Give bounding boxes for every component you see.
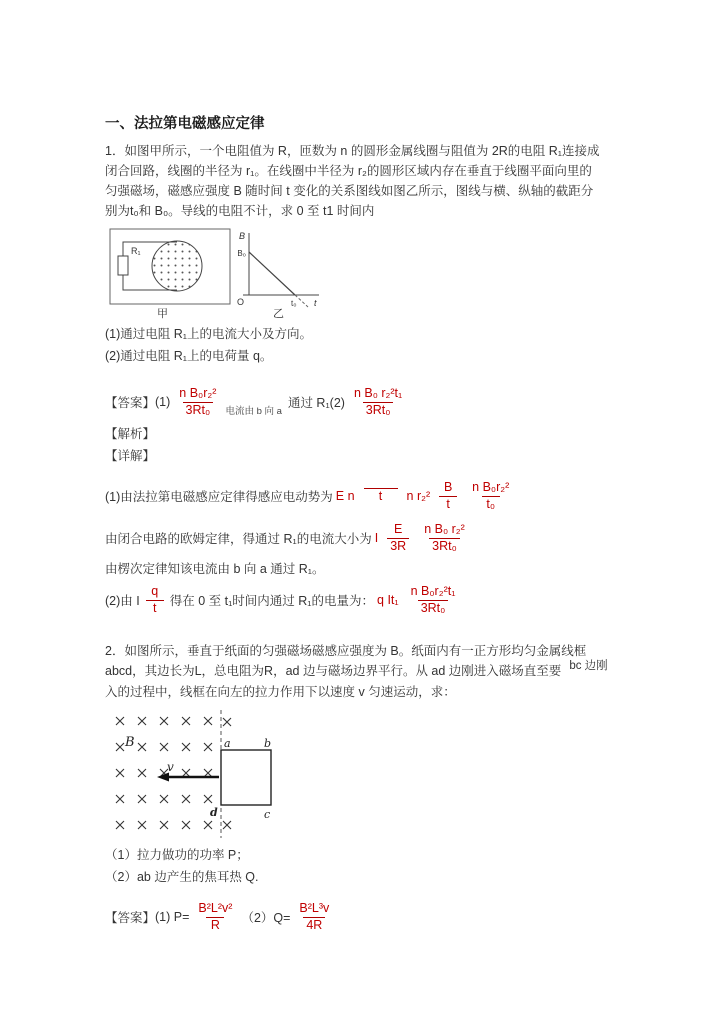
fraction-numerator: B²L²v² [198, 900, 233, 915]
solution-line4-prefix: (2)由 I [105, 594, 140, 608]
coil-field-region [152, 241, 202, 291]
fraction [387, 522, 409, 554]
fraction-numerator: B²L³v [299, 900, 330, 915]
corner-label-c: c [264, 808, 271, 821]
circuit-diagram [110, 229, 230, 319]
solution-line-4 [105, 579, 640, 621]
problem2-line-2 [105, 661, 640, 682]
fraction [195, 901, 235, 933]
corner-label-d: d [210, 806, 218, 819]
fraction-numerator: E [394, 521, 403, 536]
problem2-line-1: 2．如图所示，垂直于纸面的匀强磁场磁感应强度为 B。纸面内有一正方形均匀金属线框 [105, 644, 587, 658]
fraction-denominator: 3Rt₀ [418, 600, 449, 617]
fraction [439, 480, 457, 512]
answer-marker: 【答案】 [105, 911, 156, 925]
problem1-line-4: 别为t₀和 B₀。导线的电阻不计，求 0 至 t1 时间内 [105, 204, 375, 218]
fraction-numerator: q [151, 583, 159, 598]
wire-loop-square [221, 750, 271, 805]
jiexi-marker: 【解析】 [105, 427, 156, 441]
current-symbol: I [374, 531, 379, 545]
graph-axes [243, 233, 319, 295]
fraction-denominator: 4R [303, 917, 325, 934]
fraction-denominator: 3Rt₀ [429, 538, 460, 555]
fraction [296, 901, 332, 933]
axis-label-t0: t₀ [291, 299, 297, 308]
problem2-line-3: 入的过程中，线框在向左的拉力作用下以速度 v 匀速运动，求： [105, 685, 456, 699]
caption-yi: 乙 [273, 308, 284, 319]
emf-symbol: E n [335, 489, 355, 503]
answer2-part2: （2）Q= [241, 911, 291, 925]
answer1-direction-note: 电流由 b 向 a [225, 406, 282, 417]
fraction [176, 386, 219, 418]
axis-label-b0: B₀ [237, 249, 246, 258]
fraction-denominator: 3R [387, 538, 409, 555]
solution-line1-prefix: (1)由法拉第电磁感应定律得感应电动势为 [105, 490, 333, 504]
problem1-line-3: 匀强磁场，磁感应强度 B 随时间 t 变化的关系图线如图乙所示，图线与横、纵轴的截距分 [105, 184, 594, 198]
coil-area-term: n r₂² [406, 489, 431, 503]
axis-label-t: t [314, 298, 317, 308]
corner-label-a: a [224, 737, 231, 750]
fraction-denominator: t₀ [482, 496, 500, 513]
document-content [105, 112, 640, 938]
graph-line-dashed [295, 295, 308, 307]
fraction [351, 386, 405, 418]
resistor-symbol [118, 256, 128, 275]
fraction-denominator: 3Rt₀ [183, 402, 214, 419]
resistor-label: R₁ [131, 246, 141, 256]
problem1-question-2: (2)通过电阻 R₁上的电荷量 q。 [105, 349, 273, 363]
problem1-line-2: 闭合回路，线圈的半径为 r₁。在线圈中半径为 r₂的圆形区域内存在垂直于线圈平面向里的 [105, 164, 592, 178]
answer-marker: 【答案】 [105, 396, 156, 410]
fraction [469, 480, 512, 512]
fraction [408, 584, 459, 616]
problem2-line2-text: abcd，其边长为L，总电阻为R，ad 边与磁场边界平行。从 ad 边刚进入磁场直至要 [105, 664, 562, 678]
fraction [364, 488, 398, 505]
velocity-label: v [167, 760, 174, 774]
fraction-denominator: 3Rt₀ [363, 402, 394, 419]
answer1-line [105, 381, 640, 423]
answer2-line [105, 896, 640, 938]
field-cross-bottom-right [223, 821, 231, 829]
fraction-numerator: n B₀ r₂² [424, 521, 465, 536]
problem2-question-1: （1）拉力做功的功率 P； [105, 848, 249, 862]
field-cross-top-right [223, 718, 231, 726]
xiangjie-marker: 【详解】 [105, 449, 156, 463]
charge-expression: q It₁ [377, 593, 399, 607]
axis-label-b: B [238, 231, 245, 241]
answer2-part1: (1) P= [155, 910, 190, 924]
figure-problem2 [109, 708, 294, 840]
problem1-statement [105, 141, 640, 221]
origin-label: O [236, 297, 244, 307]
problem2-line2-raised: bc 边刚 [569, 660, 608, 672]
solution-line-1 [105, 475, 640, 517]
problem2-question-2: （2）ab 边产生的焦耳热 Q. [105, 870, 259, 884]
fraction-numerator: B [443, 479, 453, 494]
fraction-denominator: t [439, 496, 457, 513]
figure-problem1 [109, 227, 324, 319]
fraction-denominator: t [364, 488, 398, 505]
fraction-numerator: n B₀ r₂²t₁ [353, 385, 403, 400]
solution-line-2 [105, 517, 640, 559]
fraction-numerator: n B₀r₂² [179, 385, 217, 400]
fraction-denominator: t [146, 600, 164, 617]
solution-line-3: 由楞次定律知该电流由 b 向 a 通过 R₁。 [105, 562, 325, 576]
answer1-mid: 通过 R₁(2) [287, 396, 345, 410]
answer1-lead: (1) [155, 395, 171, 409]
problem1-line-1: 1．如图甲所示，一个电阻值为 R，匝数为 n 的圆形金属线圈与阻值为 2R的电阻 R₁连接成 [105, 144, 600, 158]
fraction [146, 584, 164, 616]
problem1-question-1: (1)通过电阻 R₁上的电流大小及方向。 [105, 327, 312, 341]
solution-line4-mid: 得在 0 至 t₁时间内通过 R₁的电量为： [169, 594, 375, 608]
fraction-numerator: n B₀r₂²t₁ [410, 583, 456, 598]
problem2-statement [105, 641, 640, 702]
caption-jia: 甲 [157, 308, 168, 319]
corner-label-b: b [264, 737, 272, 750]
solution-line2-prefix: 由闭合电路的欧姆定律，得通过 R₁的电流大小为 [105, 532, 372, 546]
fraction [421, 522, 468, 554]
field-label: B [125, 735, 135, 750]
fraction-numerator: n B₀r₂² [472, 479, 510, 494]
section-title: 一、法拉第电磁感应定律 [105, 116, 265, 132]
fraction-denominator: R [206, 917, 224, 934]
b-t-graph [237, 231, 319, 319]
graph-line [249, 252, 295, 295]
